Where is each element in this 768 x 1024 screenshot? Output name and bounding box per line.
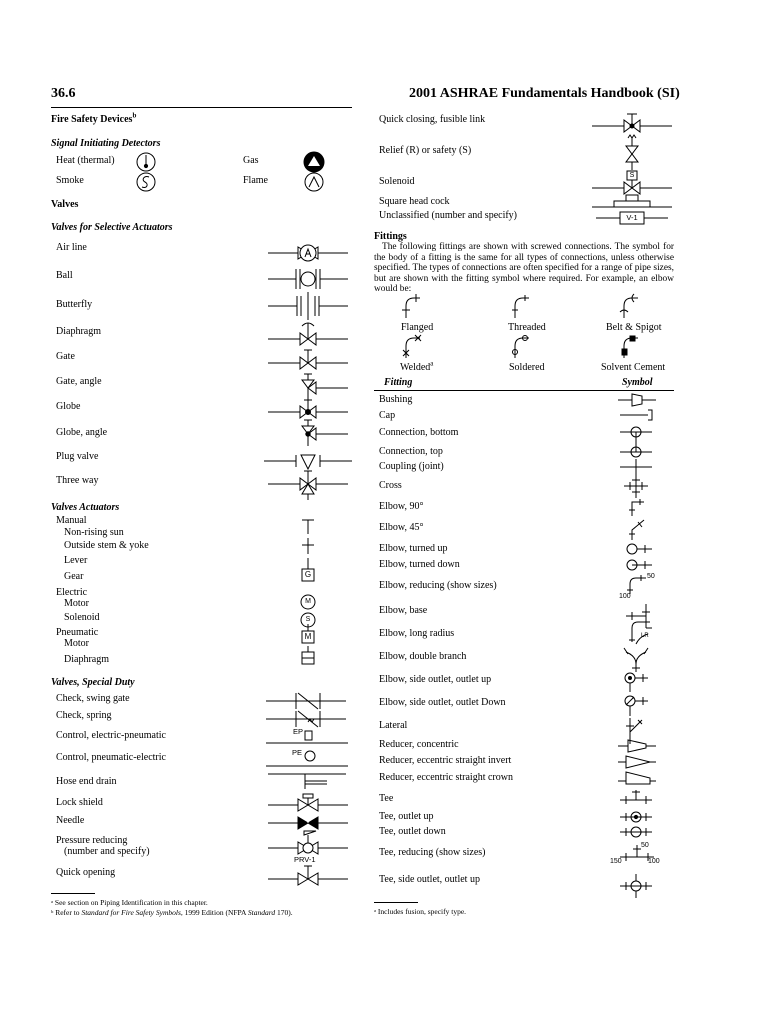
fitting-label: Elbow, 45° [379,522,424,533]
actuators-heading: Valves Actuators [51,502,120,513]
elbow-size-large: 50 [647,573,655,580]
fitting-label: Tee, outlet up [379,811,434,822]
valve-cont-label: Solenoid [379,176,415,187]
fitting-label: Elbow, 90° [379,501,424,512]
fitting-label: Tee, reducing (show sizes) [379,847,486,858]
fitting-label: Connection, top [379,446,443,457]
connection-type-label: Welded$^a$ [400,359,434,373]
flanged-elbow-icon [402,294,420,318]
globe-angle-valve-icon [302,420,348,446]
selective-heading: Valves for Selective Actuators [51,222,173,233]
table-rule [374,390,674,391]
valve-label: Globe, angle [56,427,108,438]
fitting-label: Elbow, turned down [379,559,460,570]
valve-cont-label: Quick closing, fusible link [379,114,486,125]
special-label: Hose end drain [56,776,117,787]
cross-icon [624,474,648,498]
special-heading: Valves, Special Duty [51,677,135,688]
fire-safety-title: Fire Safety Devices$^b$ [51,111,137,125]
coupling-icon [620,459,652,475]
fitting-label: Tee, outlet down [379,826,446,837]
lateral-icon [626,718,642,744]
valves-title: Valves [51,199,79,210]
actuator-label: Diaphragm [64,654,109,665]
fitting-label: Elbow, long radius [379,628,455,639]
control-electric-pneumatic-icon [266,731,348,743]
ball-valve-icon [268,269,348,289]
control-pneumatic-electric-icon [266,751,348,766]
fitting-label: Elbow, reducing (show sizes) [379,580,497,591]
fitting-label: Cap [379,410,396,421]
hose-end-drain-icon [268,774,346,789]
long-radius-label: LR [641,633,649,639]
pneumatic-motor-letter: M [304,632,312,641]
footnote-rule [374,902,418,903]
diaphragm-valve-icon [268,323,348,345]
square-head-cock-icon [592,195,672,207]
col-symbol-header: Symbol [622,377,653,388]
connection-top-icon [620,442,652,457]
tee-size-left: 150 [610,858,622,865]
tee-outlet-down-icon [620,827,652,837]
pe-label: PE [292,748,303,757]
check-swing-gate-icon [266,693,346,709]
valve-cont-label: Unclassified (number and specify) [379,210,518,221]
reducer-concentric-icon [618,740,656,752]
smoke-label: Smoke [56,175,84,186]
valve-label: Ball [56,270,73,281]
connection-type-label: Soldered [509,362,545,373]
fitting-label: Elbow, double branch [379,651,467,662]
valve-label: Plug valve [56,451,99,462]
valve-cont-label: Square head cock [379,196,450,207]
tee-size-top: 50 [641,842,649,849]
fitting-label: Coupling (joint) [379,461,444,472]
connection-type-label: Threaded [508,322,546,333]
footnote-b: ᵇ Refer to Standard for Fire Safety Symbols, 1999 Edition (NFPA Standard 170). [51,908,293,917]
gate-valve-icon [268,350,348,369]
belt-spigot-elbow-icon [620,294,638,318]
flame-label: Flame [243,175,268,186]
gas-label: Gas [243,155,259,166]
needle-valve-icon [268,814,348,829]
elbow-turned-down-icon [627,560,652,570]
valve-label: Gate, angle [56,376,102,387]
fitting-label: Reducer, concentric [379,739,459,750]
actuator-label: Non-rising sun [64,527,124,538]
special-label: Check, spring [56,710,112,721]
special-label: Lock shield [56,797,103,808]
fitting-label: Reducer, eccentric straight crown [379,772,513,783]
special-label: Needle [56,815,85,826]
header-rule [51,107,352,108]
footnote-rule [51,893,95,894]
globe-valve-icon [268,400,348,418]
elbow-45-icon [629,520,644,540]
actuator-label: Gear [64,571,84,582]
relief-safety-valve-icon [626,135,638,170]
actuator-label: Lever [64,555,88,566]
fitting-label: Elbow, side outlet, outlet Down [379,697,506,708]
solvent-cement-elbow-icon [622,336,638,358]
three-way-valve-icon [268,471,348,500]
ep-label: EP [293,727,304,736]
valve-label: Air line [56,242,87,253]
elbow-side-outlet-down-icon [625,696,648,716]
actuator-label: Motor [64,598,89,609]
valve-cont-label: Relief (R) or safety (S) [379,145,472,156]
bushing-icon [618,394,656,406]
motor-symbol-letter: M [305,598,311,605]
special-label: Quick opening [56,867,116,878]
elbow-size-small: 100 [619,593,631,600]
actuator-label: Electric [56,587,88,598]
fitting-label: Tee, side outlet, outlet up [379,874,480,885]
tee-side-outlet-icon [620,874,652,898]
check-spring-icon [266,711,346,727]
valve-label: Three way [56,475,99,486]
quick-opening-valve-icon [268,866,348,885]
gate-angle-valve-icon [302,374,348,400]
signal-heading: Signal Initiating Detectors [51,138,161,149]
elbow-reducing-icon [627,575,646,594]
book-title: 2001 ASHRAE Fundamentals Handbook (SI) [409,86,680,101]
soldered-elbow-icon [513,336,530,359]
fittings-title: Fittings [374,231,407,242]
cap-icon [620,410,652,420]
pressure-reducing-valve-icon [268,831,348,854]
actuator-label: Solenoid [64,612,100,623]
air-line-valve-icon [268,245,348,261]
tee-outlet-up-icon [620,812,652,822]
quick-closing-fusible-link-icon [592,114,672,132]
fitting-label: Lateral [379,720,408,731]
threaded-elbow-icon [512,295,529,318]
col-fitting-header: Fitting [384,377,413,388]
connection-type-label: Belt & Spigot [606,322,662,333]
special-label: Control, electric-pneumatic [56,730,166,741]
valve-label: Butterfly [56,299,93,310]
reducer-eccentric-invert-icon [618,756,656,768]
fitting-label: Connection, bottom [379,427,459,438]
footnote-a: ᵃ See section on Piping Identification in this chapter. [51,898,208,907]
heat-label: Heat (thermal) [56,155,115,166]
actuator-label: Outside stem & yoke [64,540,149,551]
connection-bottom-icon [620,427,652,442]
smoke-detector-icon [137,173,155,191]
special-label: Control, pneumatic-electric [56,752,166,763]
flame-detector-icon [305,173,323,191]
prv-label: PRV-1 [294,855,316,864]
fitting-label: Tee [379,793,394,804]
non-rising-stem-icon [302,520,314,534]
valve-label: Diaphragm [56,326,101,337]
valve-label: Gate [56,351,75,362]
fitting-label: Elbow, base [379,605,428,616]
fittings-paragraph: The following fittings are shown with screwed connections. The symbol for the body of a fitting is the same for all types of connections, unless otherwise specified. The types of connections are often specified for a range of pipe sizes, but are shown with the fitting symbol where required. For example, an elbow would be: [374,242,674,295]
gas-detector-icon [304,152,324,172]
butterfly-valve-icon [268,292,348,320]
fitting-label: Elbow, turned up [379,543,448,554]
fitting-label: Reducer, eccentric straight invert [379,755,512,766]
footnote-right: ᵃ Includes fusion, specify type. [374,907,467,916]
lock-shield-valve-icon [268,794,348,811]
actuator-label: Motor [64,638,89,649]
elbow-base-icon [626,604,652,628]
connection-type-label: Flanged [401,322,434,333]
elbow-90-icon [629,499,644,516]
tee-icon [620,790,652,804]
pneumatic-diaphragm-icon [302,646,314,664]
elbow-double-branch-icon [624,648,648,672]
fitting-label: Elbow, side outlet, outlet up [379,674,492,685]
valve-label: Globe [56,401,81,412]
welded-elbow-icon [403,335,421,358]
actuator-label: Manual [56,515,87,526]
fitting-label: Cross [379,480,402,491]
page-number: 36.6 [51,86,76,101]
outside-stem-yoke-icon [302,538,314,554]
elbow-side-outlet-up-icon [625,673,648,692]
special-label: Pressure reducing [56,835,128,846]
reducer-eccentric-crown-icon [618,772,656,784]
connection-type-label: Solvent Cement [601,362,666,373]
gear-symbol-letter: G [304,570,312,579]
elbow-turned-up-icon [627,544,652,554]
heat-detector-icon [137,153,155,171]
actuator-label: Pneumatic [56,627,99,638]
special-label: Check, swing gate [56,693,130,704]
special-label: (number and specify) [64,846,150,857]
solenoid-symbol-letter: S [305,616,311,623]
plug-valve-icon [264,455,352,469]
fitting-label: Bushing [379,394,413,405]
tee-size-right: 100 [648,858,660,865]
unclassified-tag: V-1 [626,213,638,222]
solenoid-valve-letter: S [629,172,635,179]
